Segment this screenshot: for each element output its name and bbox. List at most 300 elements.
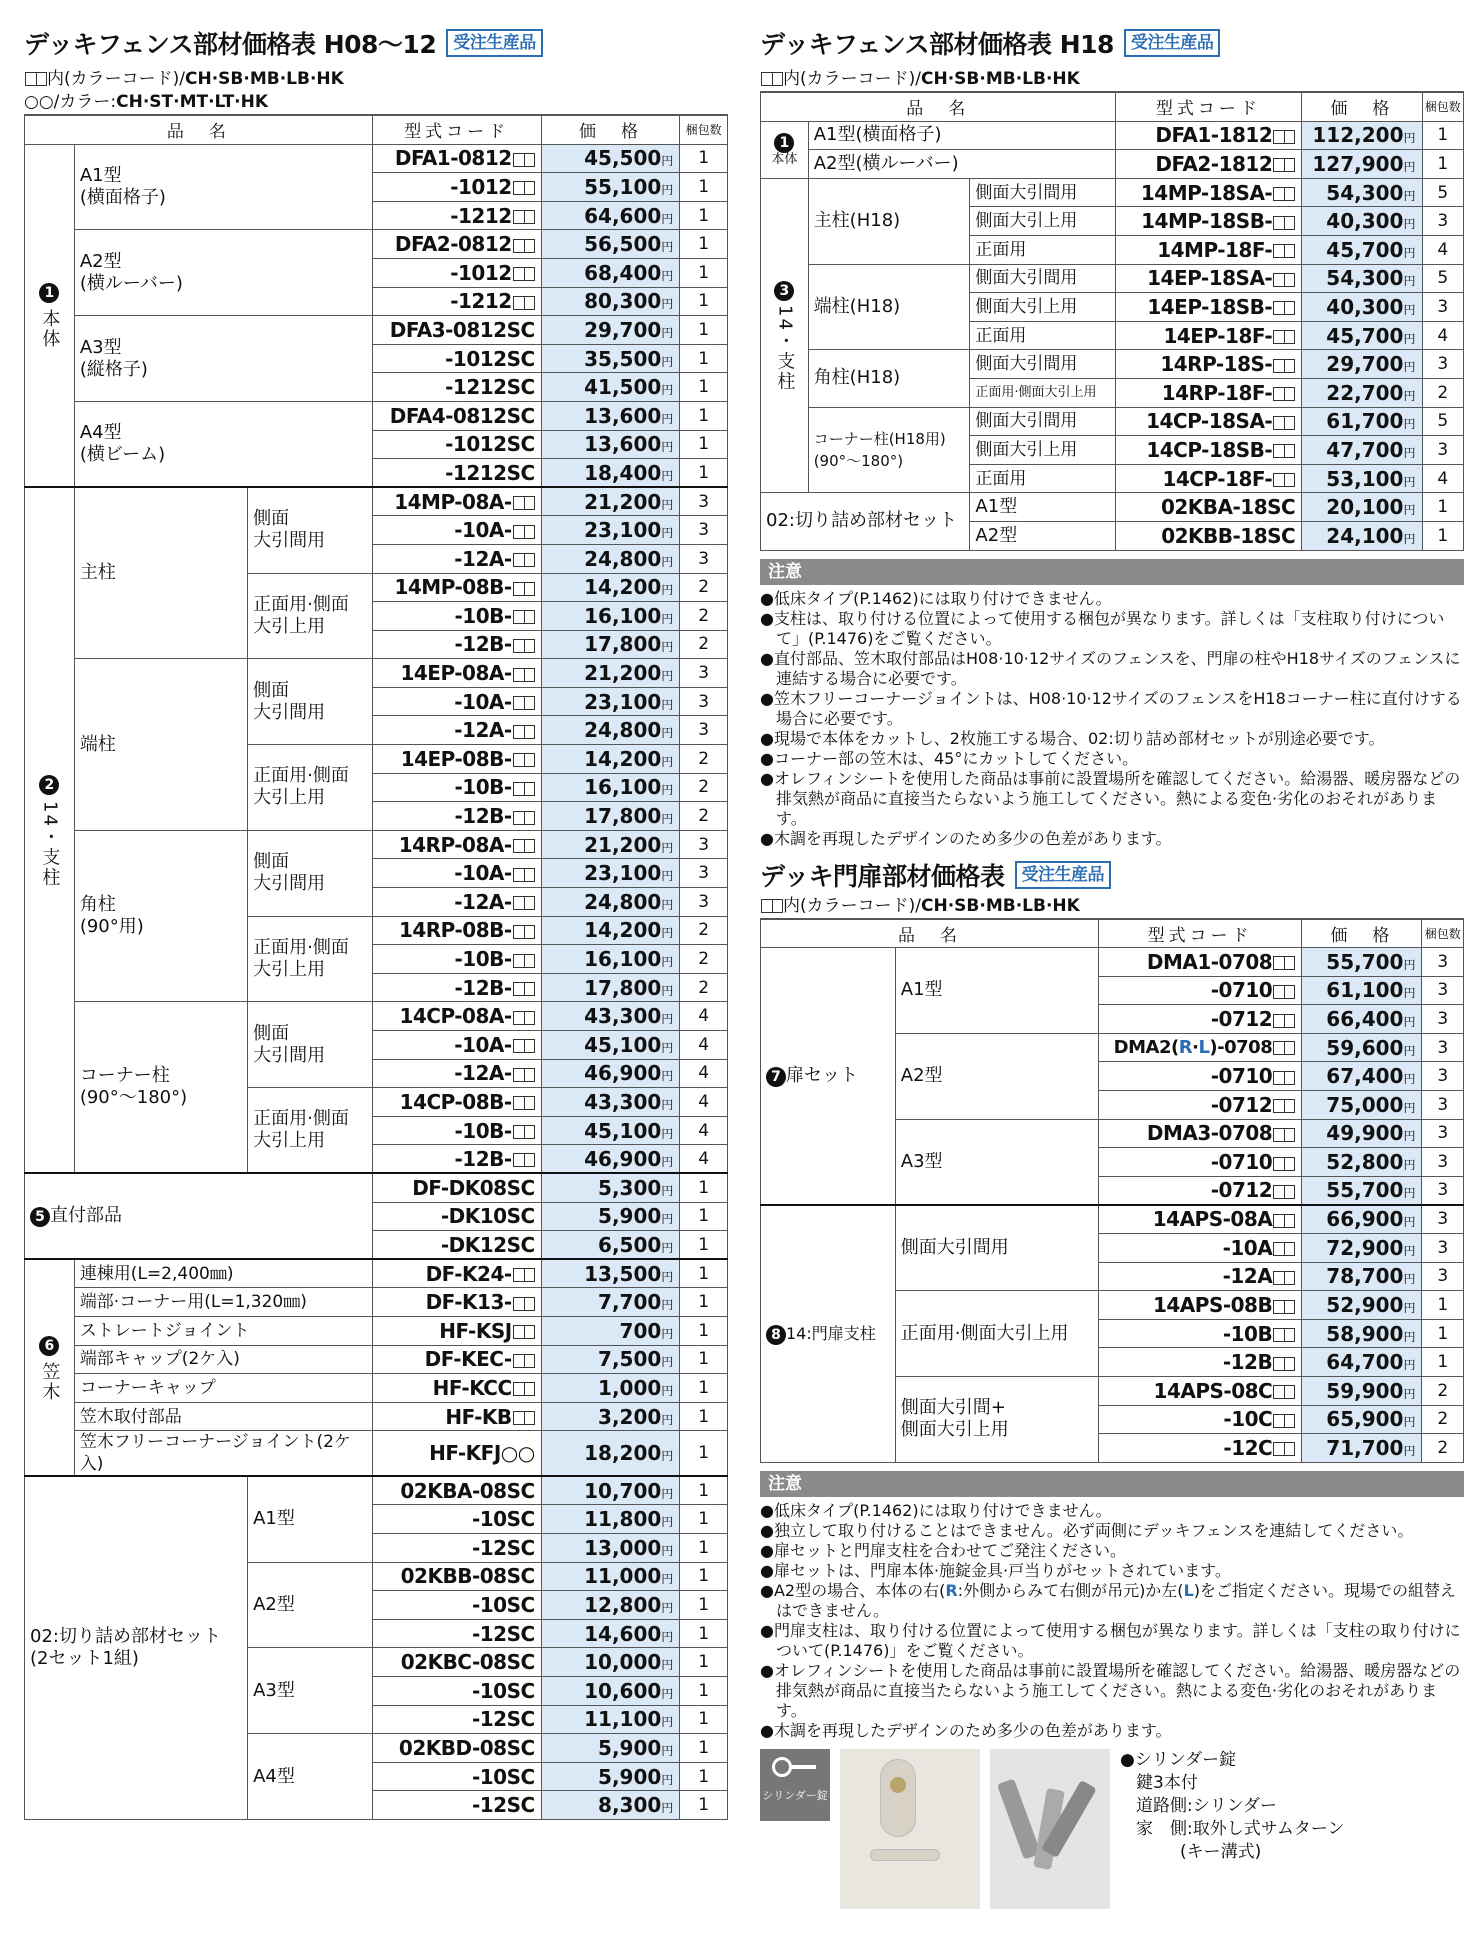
notes-heading: 注意 [760, 559, 1464, 585]
item-subname: 正面用·側面大引上用 [970, 378, 1115, 407]
color-code-box [513, 1011, 535, 1025]
pack-count-cell: 2 [1422, 378, 1464, 407]
model-code-cell: -10B- [372, 945, 541, 974]
model-code-cell: -12SC [372, 1534, 541, 1563]
model-code-cell: 14MP-18F- [1115, 235, 1302, 264]
pack-count-cell: 2 [680, 602, 728, 631]
price-cell: 13,600円 [541, 430, 680, 459]
price-cell: 11,100円 [541, 1705, 680, 1734]
item-name: 笠木フリーコーナージョイント(2ケ入) [74, 1431, 372, 1477]
item-subname: 側面大引間用 [970, 350, 1115, 379]
price-cell: 3,200円 [541, 1402, 680, 1431]
model-code-cell: DF-K24- [372, 1259, 541, 1288]
note-item: ●直付部品、笠木取付部品はH08·10·12サイズのフェンスを、門扉の柱やH18サイズのフェンスに連結する場合に必要です。 [760, 648, 1461, 688]
price-cell: 13,000円 [541, 1534, 680, 1563]
item-subname: A2型 [248, 1562, 373, 1648]
table-row [25, 659, 728, 688]
pack-count-cell: 3 [1422, 1148, 1464, 1177]
color-code-box [513, 1268, 535, 1282]
item-subname: 側面 大引間用 [248, 1002, 373, 1088]
color-code-box [1273, 1328, 1295, 1342]
price-cell: 20,100円 [1302, 493, 1422, 522]
pack-count-cell: 3 [1422, 1262, 1464, 1291]
note-item: ●扉セットは、門扉本体·施錠金具·戸当りがセットされています。 [760, 1560, 1231, 1580]
model-code-cell: -12A- [372, 716, 541, 745]
price-cell: 55,100円 [541, 173, 680, 202]
item-name: 角柱(H18) [808, 350, 970, 407]
pack-count-cell: 1 [680, 258, 728, 287]
model-code-cell: 14EP-18SB- [1115, 293, 1302, 322]
table-header: 品 名 型式コード 価 格 梱包数 [761, 93, 1464, 122]
pack-count-cell: 1 [680, 1402, 728, 1431]
note-item: ●木調を再現したデザインのため多少の色差があります。 [760, 828, 1172, 848]
model-code-cell: -10C [1099, 1405, 1302, 1434]
table-row [25, 487, 728, 516]
table-row [25, 1345, 728, 1374]
price-cell: 17,800円 [541, 802, 680, 831]
color-code-box [513, 210, 535, 224]
pack-count-cell: 1 [680, 173, 728, 202]
table-row [25, 401, 728, 430]
price-cell: 67,400円 [1302, 1062, 1422, 1091]
model-code-cell: -0710 [1099, 1148, 1302, 1177]
pack-count-cell: 1 [680, 1259, 728, 1288]
price-cell: 41,500円 [541, 373, 680, 402]
pack-count-cell: 4 [1422, 321, 1464, 350]
price-cell: 59,600円 [1302, 1033, 1422, 1062]
note-item: ●門扉支柱は、取り付ける位置によって使用する梱包が異なります。詳しくは「支柱の取り付けについて(P.1476)」をご覧ください。 [760, 1620, 1461, 1660]
pack-count-cell: 3 [680, 516, 728, 545]
color-code-box [513, 896, 535, 910]
price-cell: 5,900円 [541, 1202, 680, 1231]
price-cell: 14,200円 [541, 573, 680, 602]
pack-count-cell: 1 [1422, 121, 1464, 150]
model-code-cell: 14RP-18S- [1115, 350, 1302, 379]
pack-count-cell: 3 [1422, 207, 1464, 236]
color-code-box [513, 525, 535, 539]
color-code-box [1273, 301, 1295, 315]
model-code-cell: 14EP-08A- [372, 659, 541, 688]
price-cell: 61,100円 [1302, 976, 1422, 1005]
color-code-box [513, 1382, 535, 1396]
model-code-cell: DFA1-1812 [1115, 121, 1302, 150]
color-code-box [1273, 187, 1295, 201]
model-code-cell: DMA3-0708 [1099, 1119, 1302, 1148]
pack-count-cell: 1 [680, 1173, 728, 1202]
color-code-box [513, 153, 535, 167]
color-code-box [1273, 1014, 1295, 1028]
model-code-cell: 14MP-18SB- [1115, 207, 1302, 236]
price-cell: 78,700円 [1302, 1262, 1422, 1291]
pack-count-cell: 3 [680, 716, 728, 745]
pack-count-cell: 3 [680, 859, 728, 888]
item-subname: A2型 [970, 521, 1115, 550]
price-cell: 700円 [541, 1316, 680, 1345]
pack-count-cell: 3 [1422, 1091, 1464, 1120]
model-code-cell: -10A- [372, 687, 541, 716]
item-name: 主柱(H18) [808, 178, 970, 264]
section-label: 02:切り詰め部材セット [761, 493, 970, 550]
table-header: 品 名 型式コード 価 格 梱包数 [761, 919, 1464, 948]
model-code-cell: 14EP-18SA- [1115, 264, 1302, 293]
model-code-cell: 14APS-08C [1099, 1377, 1302, 1406]
color-code-box [513, 954, 535, 968]
item-subname: 側面大引間用 [970, 407, 1115, 436]
model-code-cell: -12B- [372, 1145, 541, 1174]
cylinder-lock-icon: シリンダー錠 [760, 1749, 830, 1821]
model-code-cell: DFA2-0812 [372, 230, 541, 259]
color-code-box [513, 753, 535, 767]
color-code-box [513, 811, 535, 825]
price-cell: 52,900円 [1302, 1291, 1422, 1320]
item-subname: A1型 [895, 948, 1098, 1034]
price-cell: 43,300円 [541, 1002, 680, 1031]
pack-count-cell: 1 [680, 230, 728, 259]
price-cell: 10,000円 [541, 1648, 680, 1677]
spec-line: (キー溝式) [1180, 1841, 1262, 1862]
pack-count-cell: 4 [1422, 235, 1464, 264]
pack-count-cell: 2 [1422, 1377, 1464, 1406]
table-row [761, 264, 1464, 293]
pack-count-cell: 3 [680, 888, 728, 917]
model-code-cell: -12A- [372, 1059, 541, 1088]
table-row [25, 1431, 728, 1477]
model-code-cell: -12A- [372, 544, 541, 573]
pack-count-cell: 5 [1422, 264, 1464, 293]
pack-count-cell: 1 [1422, 493, 1464, 522]
color-code-box [1273, 1099, 1295, 1113]
model-code-cell: 14APS-08A [1099, 1205, 1302, 1234]
notes-heading: 注意 [760, 1471, 1464, 1497]
model-code-cell: -1212 [372, 287, 541, 316]
price-cell: 14,600円 [541, 1619, 680, 1648]
model-code-cell: -12SC [372, 1619, 541, 1648]
color-code-box [513, 1354, 535, 1368]
model-code-cell: -0712 [1099, 1091, 1302, 1120]
pack-count-cell: 3 [1422, 1005, 1464, 1034]
model-code-cell: 02KBB-18SC [1115, 521, 1302, 550]
pack-count-cell: 3 [1422, 1119, 1464, 1148]
price-cell: 45,700円 [1302, 235, 1422, 264]
pack-count-cell: 1 [680, 1734, 728, 1763]
model-code-cell: -10B- [372, 1116, 541, 1145]
color-code-box [1273, 1214, 1295, 1228]
note-item: ●A2型の場合、本体の右(R:外側からみて右側が吊元)か左(L)をご指定ください。現場での組替えはできません。 [760, 1580, 1457, 1620]
price-cell: 14,200円 [541, 745, 680, 774]
color-code-box [1273, 1242, 1295, 1256]
order-badge: 受注生産品 [1015, 861, 1112, 889]
color-code-line: 内(カラーコード)/CH·SB·MB·LB·HK [760, 895, 1464, 919]
price-cell: 59,900円 [1302, 1377, 1422, 1406]
color-code-box [1273, 1185, 1295, 1199]
item-name: 端柱 [74, 659, 247, 831]
pack-count-cell: 3 [1422, 350, 1464, 379]
price-cell: 47,700円 [1302, 436, 1422, 465]
model-code-cell: -10A- [372, 516, 541, 545]
price-cell: 5,900円 [541, 1762, 680, 1791]
color-code-box [513, 1153, 535, 1167]
model-code-cell: 02KBA-08SC [372, 1476, 541, 1505]
pack-count-cell: 1 [680, 373, 728, 402]
pack-count-cell: 2 [680, 630, 728, 659]
color-code-box [513, 668, 535, 682]
pack-count-cell: 1 [1422, 1291, 1464, 1320]
price-table-h08 [24, 115, 728, 1820]
pack-count-cell: 2 [680, 802, 728, 831]
price-cell: 14,200円 [541, 916, 680, 945]
table-row [25, 1316, 728, 1345]
table-row [761, 948, 1464, 977]
pack-count-cell: 3 [680, 687, 728, 716]
model-code-cell: -12C [1099, 1434, 1302, 1463]
color-code-box [1273, 444, 1295, 458]
item-subname: 側面 大引間用 [248, 659, 373, 745]
price-cell: 56,500円 [541, 230, 680, 259]
pack-count-cell: 3 [680, 544, 728, 573]
color-code-line: 内(カラーコード)/CH·SB·MB·LB·HK [24, 68, 728, 91]
model-code-cell: -10B- [372, 773, 541, 802]
price-cell: 23,100円 [541, 516, 680, 545]
note-item: ●低床タイプ(P.1462)には取り付けできません。 [760, 588, 1112, 608]
price-cell: 40,300円 [1302, 207, 1422, 236]
pack-count-cell: 1 [680, 401, 728, 430]
table-row [761, 150, 1464, 179]
item-subname: 正面用·側面 大引上用 [248, 573, 373, 659]
item-name: 端部キャップ(2ケ入) [74, 1345, 372, 1374]
pack-count-cell: 3 [680, 487, 728, 516]
table-row [25, 144, 728, 173]
price-cell: 10,700円 [541, 1476, 680, 1505]
pack-count-cell: 1 [680, 1762, 728, 1791]
color-code-box [513, 239, 535, 253]
item-name: コーナーキャップ [74, 1374, 372, 1403]
section-label: 8 14:門扉支柱 [761, 1205, 896, 1462]
pack-count-cell: 1 [680, 1791, 728, 1820]
pack-count-cell: 5 [1422, 178, 1464, 207]
color-code-box [513, 782, 535, 796]
price-cell: 53,100円 [1302, 464, 1422, 493]
model-code-cell: -12B- [372, 630, 541, 659]
item-subname: 正面用·側面 大引上用 [248, 1088, 373, 1174]
color-code-box [513, 610, 535, 624]
item-name: 端柱(H18) [808, 264, 970, 350]
price-cell: 64,600円 [541, 201, 680, 230]
color-code-box [1273, 130, 1295, 144]
spec-line: 鍵3本付 [1136, 1772, 1198, 1793]
price-cell: 21,200円 [541, 830, 680, 859]
color-code-box [1273, 216, 1295, 230]
lock-photo [840, 1749, 980, 1909]
model-code-cell: DF-DK08SC [372, 1173, 541, 1202]
item-name: 端部·コーナー用(L=1,320㎜) [74, 1288, 372, 1317]
price-cell: 45,700円 [1302, 321, 1422, 350]
pack-count-cell: 3 [680, 830, 728, 859]
model-code-cell: -10A [1099, 1234, 1302, 1263]
color-code-line: ○○/カラー:CH·ST·MT·LT·HK [24, 91, 728, 115]
section-label: 2 14・支柱 [25, 487, 75, 1173]
price-cell: 29,700円 [541, 316, 680, 345]
color-code-box [513, 639, 535, 653]
page-title: デッキフェンス部材価格表 H08〜12 受注生産品 [24, 18, 728, 68]
pack-count-cell: 4 [680, 1116, 728, 1145]
price-cell: 16,100円 [541, 602, 680, 631]
model-code-cell: 14EP-18F- [1115, 321, 1302, 350]
model-code-cell: -12B- [372, 973, 541, 1002]
price-cell: 8,300円 [541, 1791, 680, 1820]
color-code-box [1273, 1271, 1295, 1285]
item-subname: 正面用·側面 大引上用 [248, 916, 373, 1002]
pack-count-cell: 1 [1422, 521, 1464, 550]
color-code-box [1273, 416, 1295, 430]
model-code-cell: 14APS-08B [1099, 1291, 1302, 1320]
item-subname: 正面用 [970, 464, 1115, 493]
pack-count-cell: 3 [1422, 976, 1464, 1005]
table-row [25, 230, 728, 259]
item-name: A2型(横ルーバー) [808, 150, 1115, 179]
price-cell: 43,300円 [541, 1088, 680, 1117]
price-cell: 45,500円 [541, 144, 680, 173]
table-row [761, 350, 1464, 379]
price-cell: 112,200円 [1302, 121, 1422, 150]
pack-count-cell: 4 [680, 1145, 728, 1174]
pack-count-cell: 3 [1422, 1205, 1464, 1234]
price-cell: 17,800円 [541, 630, 680, 659]
model-code-cell: -0710 [1099, 976, 1302, 1005]
pack-count-cell: 1 [680, 316, 728, 345]
gate-price-table [760, 919, 1464, 1463]
model-code-cell: -10B- [372, 602, 541, 631]
price-cell: 58,900円 [1302, 1319, 1422, 1348]
table-row [25, 1476, 728, 1505]
color-code-box [513, 868, 535, 882]
note-item: ●扉セットと門扉支柱を合わせてご発注ください。 [760, 1540, 1126, 1560]
price-cell: 1,000円 [541, 1374, 680, 1403]
item-subname: 側面大引上用 [970, 293, 1115, 322]
section-number-icon: 8 [766, 1325, 786, 1345]
pack-count-cell: 1 [680, 1705, 728, 1734]
color-code-box [513, 1039, 535, 1053]
color-code-box [513, 496, 535, 510]
price-cell: 46,900円 [541, 1059, 680, 1088]
pack-count-cell: 3 [1422, 1062, 1464, 1091]
table-row [25, 1374, 728, 1403]
model-code-cell: 14RP-18F- [1115, 378, 1302, 407]
model-code-cell: -1012 [372, 173, 541, 202]
price-cell: 54,300円 [1302, 264, 1422, 293]
spec-line: 家 側:取外し式サムターン [1136, 1818, 1345, 1839]
item-name: A4型 (横ビーム) [74, 401, 372, 487]
price-cell: 5,300円 [541, 1173, 680, 1202]
pack-count-cell: 1 [680, 1345, 728, 1374]
pack-count-cell: 2 [680, 916, 728, 945]
price-cell: 71,700円 [1302, 1434, 1422, 1463]
model-code-cell: -0712 [1099, 1005, 1302, 1034]
note-item: ●オレフィンシートを使用した商品は事前に設置場所を確認してください。給湯器、暖房器などの排気熱が商品に直接当たらないよう施工してください。熱による変色·劣化のおそれがあります。 [760, 768, 1461, 828]
pack-count-cell: 2 [680, 973, 728, 1002]
price-cell: 7,500円 [541, 1345, 680, 1374]
model-code-cell: -1012SC [372, 344, 541, 373]
color-code-box [1273, 330, 1295, 344]
price-cell: 65,900円 [1302, 1405, 1422, 1434]
color-code-box [1273, 1300, 1295, 1314]
pack-count-cell: 1 [680, 1231, 728, 1260]
item-name: A1型(横面格子) [808, 121, 1115, 150]
price-cell: 17,800円 [541, 973, 680, 1002]
price-cell: 68,400円 [541, 258, 680, 287]
color-code-box [1273, 1357, 1295, 1371]
item-name: A1型 (横面格子) [74, 144, 372, 230]
pack-count-cell: 1 [680, 144, 728, 173]
color-code-box [513, 696, 535, 710]
section-number-icon: 7 [766, 1067, 786, 1087]
pack-count-cell: 1 [680, 1676, 728, 1705]
price-cell: 45,100円 [541, 1116, 680, 1145]
pack-count-cell: 4 [1422, 464, 1464, 493]
model-code-cell: -10A- [372, 859, 541, 888]
pack-count-cell: 1 [680, 344, 728, 373]
color-code-box [513, 1096, 535, 1110]
model-code-cell: -DK10SC [372, 1202, 541, 1231]
model-code-cell: 14CP-08A- [372, 1002, 541, 1031]
model-code-cell: -0712 [1099, 1176, 1302, 1205]
price-cell: 21,200円 [541, 659, 680, 688]
color-code-box [513, 1297, 535, 1311]
model-code-cell: -1212SC [372, 373, 541, 402]
pack-count-cell: 1 [680, 1374, 728, 1403]
note-item: ●低床タイプ(P.1462)には取り付けできません。 [760, 1500, 1112, 1520]
model-code-cell: 02KBA-18SC [1115, 493, 1302, 522]
pack-count-cell: 1 [680, 459, 728, 488]
price-table-h18 [760, 92, 1464, 551]
pack-count-cell: 2 [1422, 1405, 1464, 1434]
item-subname: 側面 大引間用 [248, 487, 373, 573]
note-item: ●オレフィンシートを使用した商品は事前に設置場所を確認してください。給湯器、暖房器などの排気熱が商品に直接当たらないよう施工してください。熱による変色·劣化のおそれがあります。 [760, 1660, 1461, 1720]
price-cell: 61,700円 [1302, 407, 1422, 436]
item-subname: 側面大引間用 [895, 1205, 1098, 1291]
table-row [25, 1259, 728, 1288]
item-name: 主柱 [74, 487, 247, 659]
model-code-cell: -12A [1099, 1262, 1302, 1291]
color-code-box [1273, 1128, 1295, 1142]
model-code-cell: -0710 [1099, 1062, 1302, 1091]
gate-title: デッキ門扉部材価格表 受注生産品 [760, 855, 1464, 895]
color-code-box [513, 1125, 535, 1139]
price-cell: 54,300円 [1302, 178, 1422, 207]
pack-count-cell: 1 [680, 1619, 728, 1648]
table-header: 品 名 型式コード 価 格 梱包数 [25, 116, 728, 145]
table-row [761, 121, 1464, 150]
color-code-box [1273, 956, 1295, 970]
model-code-cell: DFA3-0812SC [372, 316, 541, 345]
model-code-cell: DMA1-0708 [1099, 948, 1302, 977]
color-code-box [1273, 1414, 1295, 1428]
model-code-cell: 14MP-08B- [372, 573, 541, 602]
color-code-line: 内(カラーコード)/CH·SB·MB·LB·HK [760, 68, 1464, 92]
color-code-box [513, 925, 535, 939]
pack-count-cell: 3 [1422, 293, 1464, 322]
price-cell: 49,900円 [1302, 1119, 1422, 1148]
table-row [25, 1002, 728, 1031]
cylinder-lock-spec [1120, 1749, 1345, 1909]
color-code-box [513, 553, 535, 567]
item-subname: 側面大引上用 [970, 207, 1115, 236]
price-cell: 64,700円 [1302, 1348, 1422, 1377]
pack-count-cell: 2 [680, 945, 728, 974]
section-number-icon: 1 [39, 283, 59, 303]
model-code-cell: DMA2(R·L)-0708 [1099, 1033, 1302, 1062]
color-code-box [513, 582, 535, 596]
section-label: 1 本体 [25, 144, 75, 487]
